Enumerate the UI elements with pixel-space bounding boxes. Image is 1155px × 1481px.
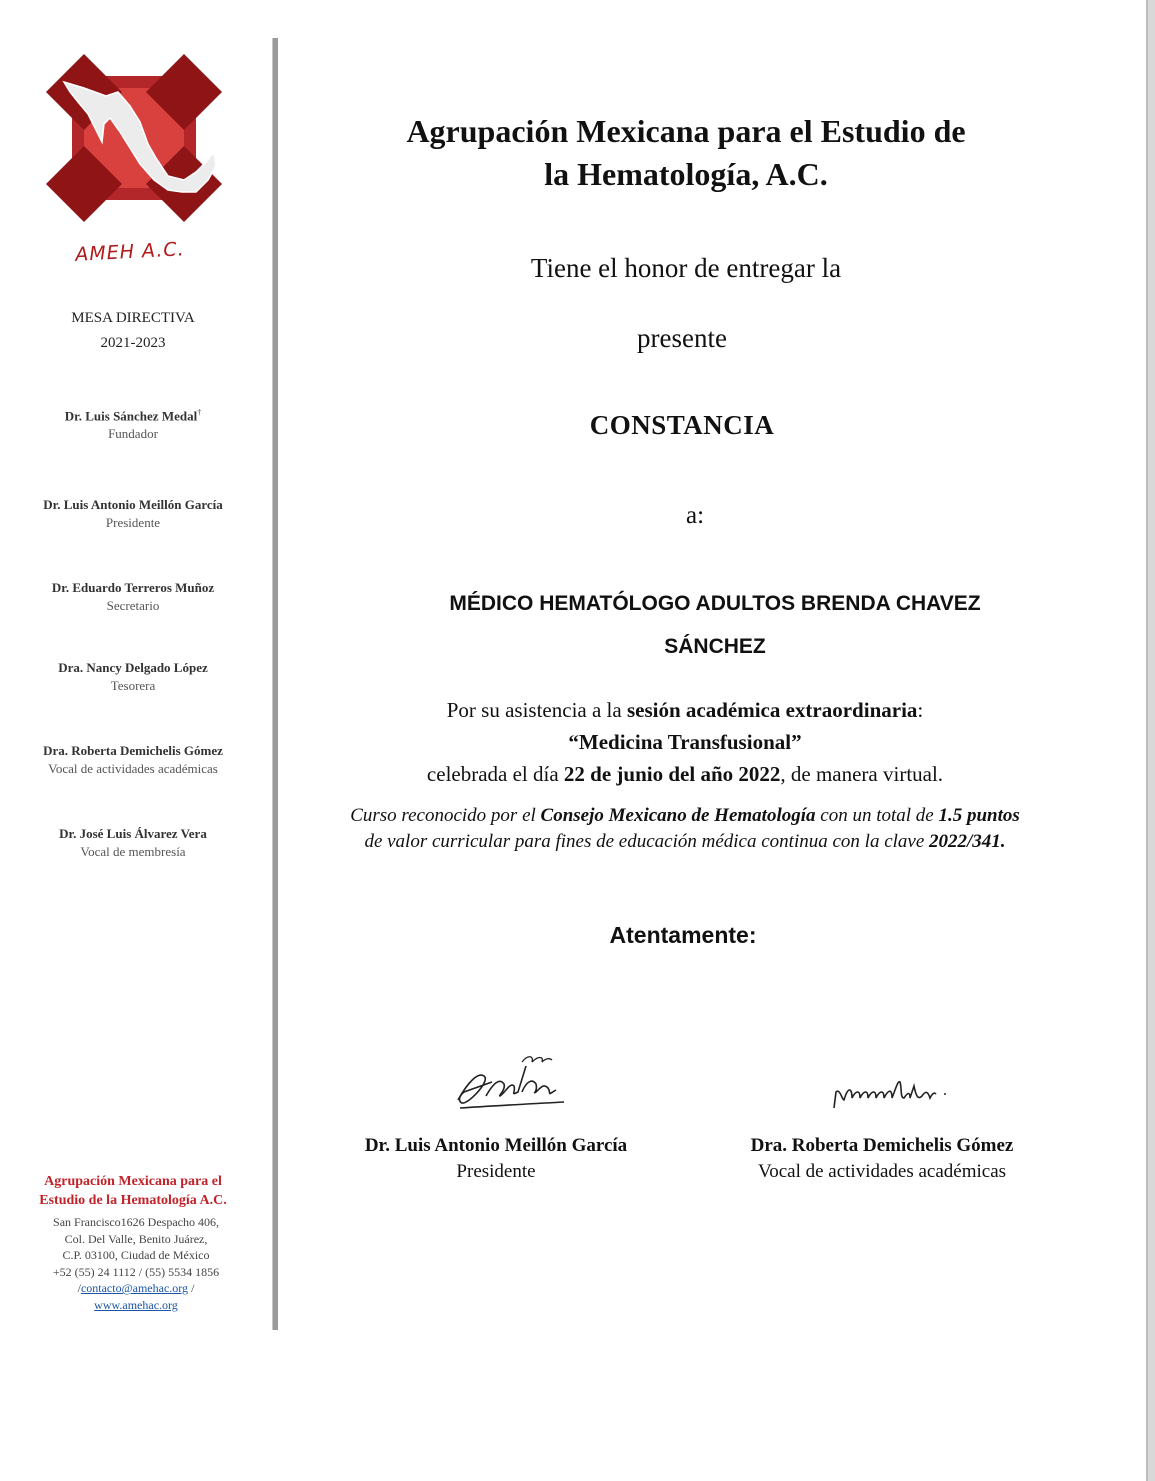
attend-suffix: : <box>917 698 924 722</box>
session-title: “Medicina Transfusional” <box>568 730 802 754</box>
title-line: la Hematología, A.C. <box>544 156 828 192</box>
signer-name: Dr. Luis Antonio Meillón García <box>364 1135 628 1156</box>
page-title <box>300 110 1072 196</box>
attendance-text <box>290 694 1080 790</box>
member-name: Dra. Nancy Delgado López <box>58 660 208 675</box>
present-text: presente <box>637 323 727 353</box>
to-word: a: <box>685 502 705 529</box>
vocal-signature <box>830 1074 954 1114</box>
member-name: Dr. Eduardo Terreros Muñoz <box>51 580 215 595</box>
council-name: Consejo Mexicano de Hematología <box>540 805 816 826</box>
course-key: 2022/341. <box>929 831 1006 852</box>
email-link[interactable]: contacto@amehac.org <box>80 1281 189 1295</box>
member-role: Fundador <box>108 426 158 442</box>
signer-role: Presidente <box>456 1161 536 1182</box>
member-academic-vocal <box>20 743 246 777</box>
member-president <box>20 497 246 531</box>
attend-bold: sesión académica extraordinaria <box>626 698 918 722</box>
member-name: Dr. José Luis Álvarez Vera <box>59 826 207 841</box>
date-suffix: , de manera virtual. <box>780 762 944 786</box>
website-link[interactable]: www.amehac.org <box>94 1297 178 1312</box>
member-role: Vocal de membresía <box>80 844 186 859</box>
course-line2: de valor curricular para fines de educación médica continua con la clave <box>364 831 930 852</box>
address-line: C.P. 03100, Ciudad de México <box>62 1248 210 1262</box>
attend-prefix: Por su asistencia a la <box>446 698 627 722</box>
member-role: Vocal de actividades académicas <box>48 761 218 776</box>
member-membership-vocal <box>20 826 246 860</box>
separator: / <box>191 1281 195 1295</box>
course-prefix: Curso reconocido por el <box>350 805 541 826</box>
signer-name: Dra. Roberta Demichelis Gómez <box>750 1135 1014 1156</box>
phone-numbers: +52 (55) 24 1112 / (55) 5534 1856 <box>52 1264 220 1279</box>
logo-text: AMEH A.C. <box>74 238 186 266</box>
signer-vocal <box>712 1135 1052 1183</box>
honor-text: Tiene el honor de entregar la <box>530 253 842 283</box>
event-date: 22 de junio del año 2022 <box>563 762 781 786</box>
separator: / <box>77 1281 81 1295</box>
org-name-line: Estudio de la Hematología A.C. <box>39 1193 227 1208</box>
org-name-line: Agrupación Mexicana para el <box>44 1174 222 1189</box>
member-role: Presidente <box>105 515 161 530</box>
signer-president <box>326 1135 666 1183</box>
title-line: Agrupación Mexicana para el Estudio de <box>406 113 966 149</box>
board-title: MESA DIRECTIVA <box>71 310 195 326</box>
member-role: Tesorera <box>110 678 156 693</box>
signer-role: Vocal de actividades académicas <box>757 1161 1007 1182</box>
board-period: 2021-2023 <box>100 335 166 351</box>
course-points: 1.5 puntos <box>938 805 1020 826</box>
president-signature <box>448 1052 572 1118</box>
org-name <box>20 1172 246 1210</box>
deceased-mark: † <box>197 408 202 417</box>
member-name: Dra. Roberta Demichelis Gómez <box>43 743 223 758</box>
member-name: Dr. Luis Antonio Meillón García <box>43 497 223 512</box>
member-founder <box>20 408 246 442</box>
member-role: Secretario <box>106 598 160 613</box>
contact-address <box>18 1214 254 1313</box>
sidebar-divider <box>272 38 278 1330</box>
certificate-heading: CONSTANCIA <box>589 410 775 440</box>
date-prefix: celebrada el día <box>426 762 564 786</box>
course-mid: con un total de <box>815 805 939 826</box>
member-treasurer <box>20 660 246 694</box>
recipient-name <box>360 582 1070 668</box>
ameh-logo <box>44 52 224 224</box>
member-name: Dr. Luis Sánchez Medal <box>64 408 198 424</box>
recipient-line: SÁNCHEZ <box>664 635 766 658</box>
recipient-line: MÉDICO HEMATÓLOGO ADULTOS BRENDA CHAVEZ <box>449 592 981 615</box>
course-recognition <box>290 803 1080 855</box>
address-line: Col. Del Valle, Benito Juárez, <box>64 1231 208 1246</box>
page-edge <box>1146 0 1155 1481</box>
member-secretary <box>20 580 246 614</box>
address-line: San Francisco1626 Despacho 406, <box>53 1215 219 1229</box>
closing-text: Atentamente: <box>609 922 757 948</box>
